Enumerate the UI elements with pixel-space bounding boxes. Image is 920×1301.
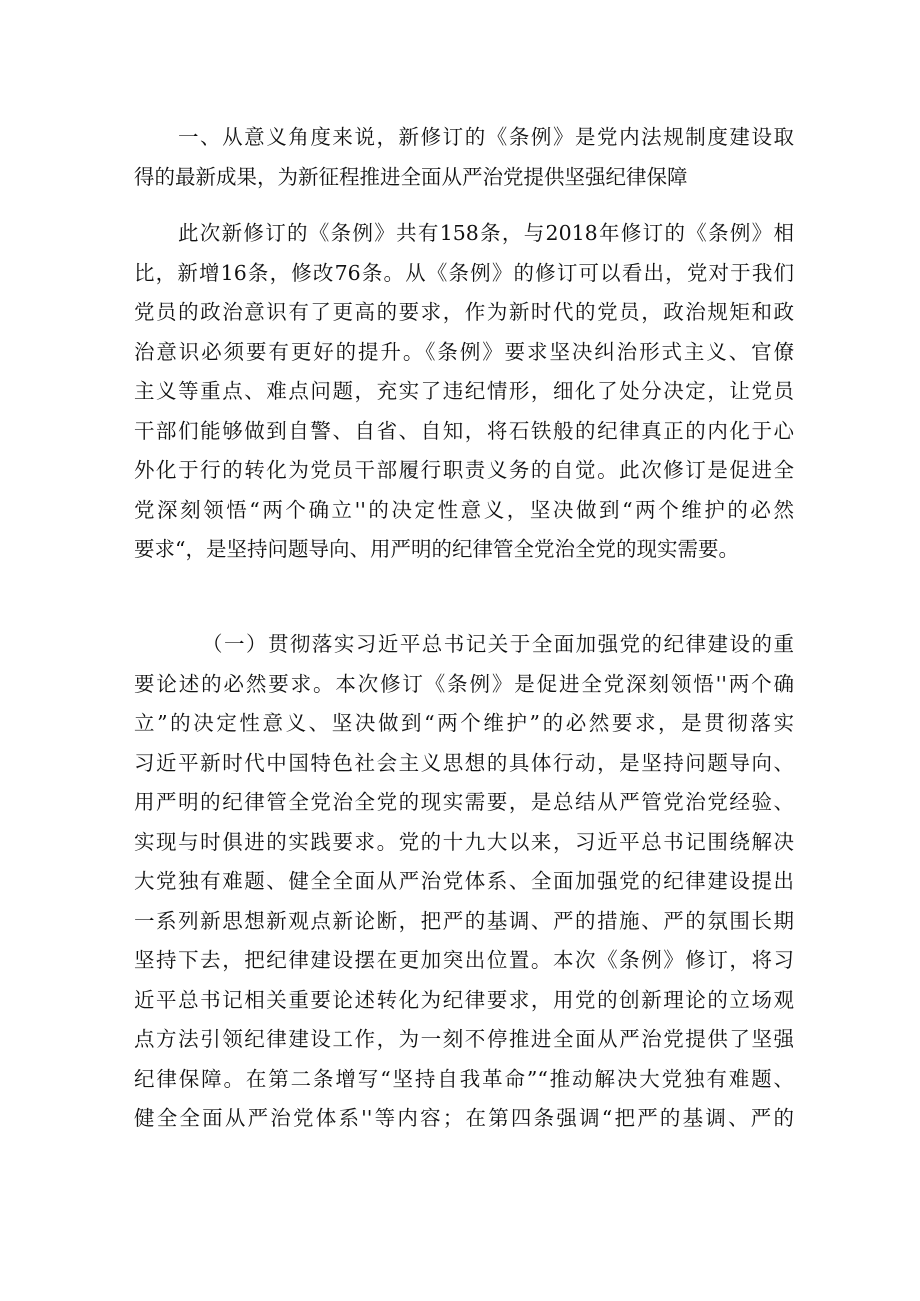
heading-line: 一、从意义角度来说，新修订的《条例》是党内法规制度建设取 xyxy=(178,125,794,149)
paragraph-line: 要求“，是坚持问题导向、用严明的纪律管全党治全党的现实需要。 xyxy=(134,537,739,561)
paragraph-line: 纪律保障。在第二条增写“坚持自我革命”“推动解决大党独有难题、 xyxy=(134,1066,794,1091)
paragraph-line: 比，新增16条，修改76条。从《条例》的修订可以看出，党对于我们 xyxy=(134,260,794,285)
paragraph-line: 立”的决定性意义、坚决做到“两个维护”的必然要求，是贯彻落实 xyxy=(134,711,794,735)
paragraph-line: 要论述的必然要求。本次修订《条例》是促进全党深刻领悟''两个确 xyxy=(134,671,794,696)
paragraph-line: 干部们能够做到自警、自省、自知，将石铁般的纪律真正的内化于心 xyxy=(134,418,794,443)
paragraph-line: 党深刻领悟“两个确立''的决定性意义，坚决做到“两个维护的必然 xyxy=(134,497,794,522)
paragraph-line: 党员的政治意识有了更高的要求，作为新时代的党员，政治规矩和政 xyxy=(134,300,794,324)
paragraph-line: 习近平新时代中国特色社会主义思想的具体行动，是坚持问题导向、 xyxy=(134,750,794,775)
paragraph-line: 实现与时俱进的实践要求。党的十九大以来，习近平总书记围绕解决 xyxy=(134,829,794,854)
paragraph-line: 健全全面从严治党体系''等内容；在第四条强调“把严的基调、严的 xyxy=(134,1106,794,1130)
paragraph-line: 近平总书记相关重要论述转化为纪律要求，用党的创新理论的立场观 xyxy=(134,987,794,1012)
paragraph-line: 一系列新思想新观点新论断，把严的基调、严的措施、严的氛围长期 xyxy=(134,908,794,933)
heading-line: 得的最新成果，为新征程推进全面从严治党提供坚强纪律保障 xyxy=(134,164,688,189)
paragraph-line: 外化于行的转化为党员干部履行职责义务的自觉。此次修订是促进全 xyxy=(134,458,794,482)
paragraph-revision-overview xyxy=(134,214,794,570)
paragraph-line: 此次新修订的《条例》共有158条，与2018年修订的《条例》相 xyxy=(178,221,794,245)
paragraph-line: 坚持下去，把纪律建设摆在更加突出位置。本次《条例》修订，将习 xyxy=(134,948,794,972)
paragraph-line: 点方法引领纪律建设工作，为一刻不停推进全面从严治党提供了坚强 xyxy=(134,1027,794,1051)
paragraph-line: （一）贯彻落实习近平总书记关于全面加强党的纪律建设的重 xyxy=(202,632,794,656)
paragraph-line: 大党独有难题、健全全面从严治党体系、全面加强党的纪律建设提出 xyxy=(134,869,794,893)
paragraph-line: 主义等重点、难点问题，充实了违纪情形，细化了处分决定，让党员 xyxy=(134,379,794,403)
paragraph-line: 用严明的纪律管全党治全党的现实需要，是总结从严管党治党经验、 xyxy=(134,790,794,814)
paragraph-line: 治意识必须要有更好的提升。《条例》要求坚决纠治形式主义、官僚 xyxy=(134,339,794,364)
section-heading xyxy=(134,118,794,197)
paragraph-subsection-one xyxy=(134,625,794,1139)
